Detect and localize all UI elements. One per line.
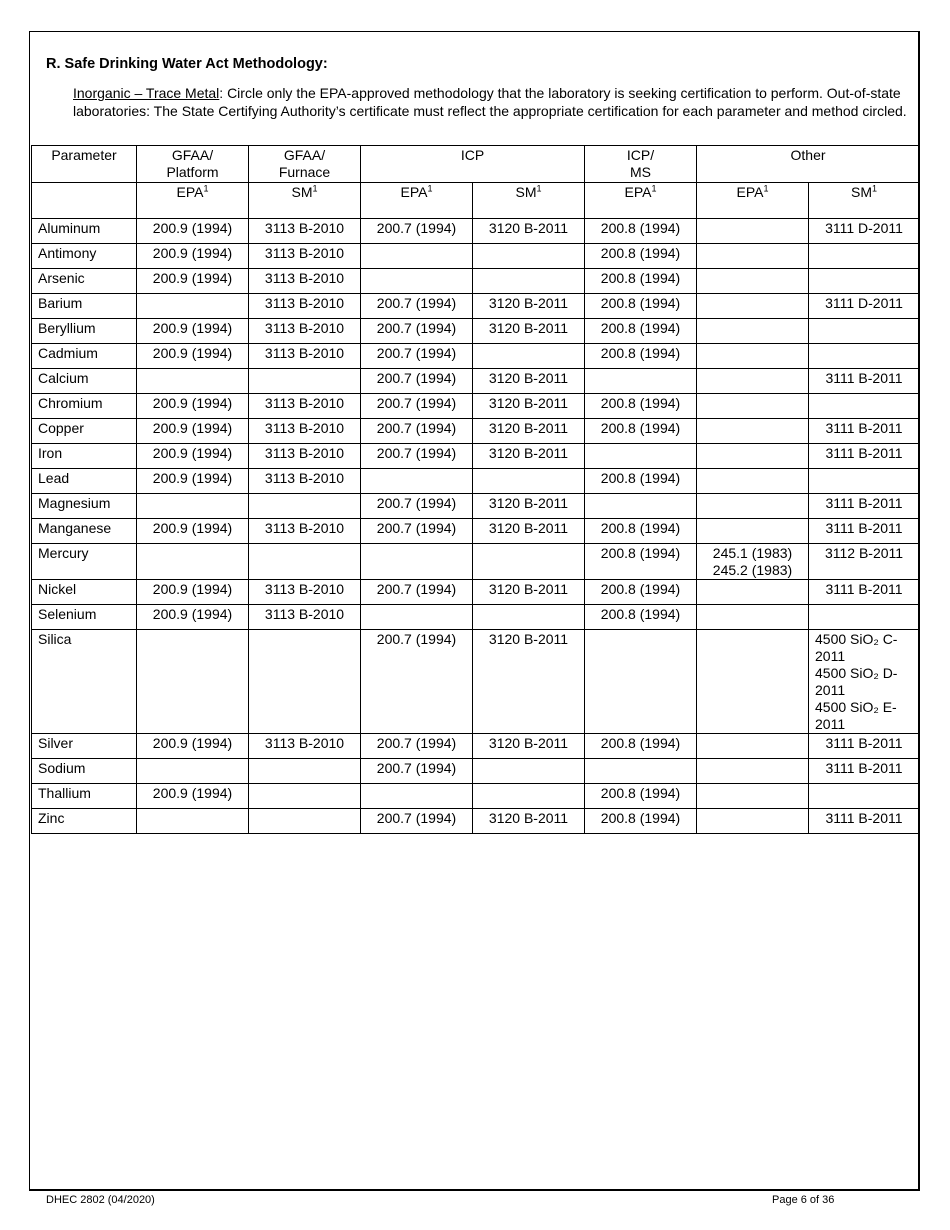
- icp-ms-epa-cell: [585, 494, 697, 519]
- gfaa-furnace-sm-cell: 3113 B-2010: [249, 294, 361, 319]
- other-epa-cell: [697, 244, 809, 269]
- icp-ms-epa-cell: [585, 630, 697, 734]
- gfaa-furnace-sm-cell: 3113 B-2010: [249, 519, 361, 544]
- gfaa-furnace-sm-cell: 3113 B-2010: [249, 394, 361, 419]
- parameter-cell: Aluminum: [32, 219, 137, 244]
- icp-epa-cell: [361, 784, 473, 809]
- gfaa-furnace-sm-cell: 3113 B-2010: [249, 419, 361, 444]
- subheader-epa: EPA$^1$: [697, 183, 809, 219]
- table-row: [32, 394, 920, 419]
- icp-sm-cell: 3120 B-2011: [473, 580, 585, 605]
- icp-sm-cell: [473, 784, 585, 809]
- gfaa-furnace-sm-cell: 3113 B-2010: [249, 319, 361, 344]
- gfaa-furnace-sm-cell: [249, 544, 361, 580]
- table-row: [32, 784, 920, 809]
- other-epa-cell: [697, 344, 809, 369]
- table-row: [32, 605, 920, 630]
- other-sm-cell: 3111 D-2011: [809, 294, 920, 319]
- other-sm-cell: 3111 B-2011: [809, 809, 920, 834]
- gfaa-platform-epa-cell: 200.9 (1994): [137, 244, 249, 269]
- gfaa-furnace-sm-cell: 3113 B-2010: [249, 219, 361, 244]
- gfaa-platform-epa-cell: 200.9 (1994): [137, 219, 249, 244]
- icp-ms-epa-cell: [585, 369, 697, 394]
- icp-ms-epa-cell: 200.8 (1994): [585, 544, 697, 580]
- gfaa-furnace-sm-cell: 3113 B-2010: [249, 244, 361, 269]
- gfaa-platform-epa-cell: 200.9 (1994): [137, 269, 249, 294]
- parameter-cell: Silver: [32, 734, 137, 759]
- icp-sm-cell: 3120 B-2011: [473, 294, 585, 319]
- other-epa-cell: [697, 444, 809, 469]
- instructions-text: : Circle only the EPA-approved methodology that the laboratory is seeking certification to perform. Out-of-state laboratories: The State Certifying Authority’s certificate must reflect the appropriate certification for each parameter and method circled.: [73, 85, 907, 119]
- other-sm-cell: [809, 244, 920, 269]
- table-row: [32, 419, 920, 444]
- table-row: [32, 469, 920, 494]
- gfaa-platform-epa-cell: 200.9 (1994): [137, 734, 249, 759]
- other-sm-cell: 3111 B-2011: [809, 759, 920, 784]
- icp-ms-epa-cell: 200.8 (1994): [585, 344, 697, 369]
- other-epa-cell: [697, 734, 809, 759]
- gfaa-furnace-sm-cell: [249, 759, 361, 784]
- other-epa-cell: [697, 784, 809, 809]
- table-row: [32, 219, 920, 244]
- other-sm-cell: 3111 B-2011: [809, 519, 920, 544]
- methods-table: [31, 145, 920, 834]
- other-epa-cell: [697, 319, 809, 344]
- other-epa-cell: 245.1 (1983) 245.2 (1983): [697, 544, 809, 580]
- icp-ms-epa-cell: 200.8 (1994): [585, 734, 697, 759]
- table-row: [32, 809, 920, 834]
- icp-sm-cell: 3120 B-2011: [473, 444, 585, 469]
- gfaa-platform-epa-cell: 200.9 (1994): [137, 319, 249, 344]
- other-sm-cell: [809, 394, 920, 419]
- other-sm-cell: 3111 B-2011: [809, 419, 920, 444]
- icp-ms-epa-cell: 200.8 (1994): [585, 580, 697, 605]
- icp-epa-cell: 200.7 (1994): [361, 344, 473, 369]
- icp-sm-cell: [473, 244, 585, 269]
- icp-ms-epa-cell: 200.8 (1994): [585, 269, 697, 294]
- other-sm-cell: 3111 B-2011: [809, 580, 920, 605]
- parameter-cell: Magnesium: [32, 494, 137, 519]
- icp-ms-epa-cell: 200.8 (1994): [585, 294, 697, 319]
- header-row-methods: [32, 183, 920, 219]
- icp-epa-cell: 200.7 (1994): [361, 294, 473, 319]
- table-row: [32, 369, 920, 394]
- gfaa-furnace-sm-cell: [249, 369, 361, 394]
- gfaa-platform-epa-cell: [137, 759, 249, 784]
- table-row: [32, 580, 920, 605]
- icp-ms-epa-cell: 200.8 (1994): [585, 605, 697, 630]
- subheader-epa: EPA$^1$: [585, 183, 697, 219]
- icp-sm-cell: 3120 B-2011: [473, 809, 585, 834]
- icp-sm-cell: 3120 B-2011: [473, 369, 585, 394]
- table-row: [32, 294, 920, 319]
- parameter-cell: Copper: [32, 419, 137, 444]
- gfaa-platform-epa-cell: 200.9 (1994): [137, 605, 249, 630]
- gfaa-platform-epa-cell: [137, 544, 249, 580]
- other-sm-cell: 3111 B-2011: [809, 369, 920, 394]
- header-other: Other: [697, 146, 920, 183]
- table-row: [32, 269, 920, 294]
- icp-epa-cell: 200.7 (1994): [361, 394, 473, 419]
- subheader-epa: EPA$^1$: [137, 183, 249, 219]
- parameter-cell: Lead: [32, 469, 137, 494]
- icp-ms-epa-cell: 200.8 (1994): [585, 244, 697, 269]
- parameter-cell: Iron: [32, 444, 137, 469]
- gfaa-furnace-sm-cell: 3113 B-2010: [249, 269, 361, 294]
- icp-sm-cell: 3120 B-2011: [473, 519, 585, 544]
- gfaa-platform-epa-cell: [137, 494, 249, 519]
- gfaa-furnace-sm-cell: [249, 494, 361, 519]
- parameter-cell: Sodium: [32, 759, 137, 784]
- other-epa-cell: [697, 394, 809, 419]
- icp-ms-epa-cell: 200.8 (1994): [585, 519, 697, 544]
- parameter-cell: Chromium: [32, 394, 137, 419]
- icp-sm-cell: [473, 544, 585, 580]
- other-sm-cell: 3111 D-2011: [809, 219, 920, 244]
- other-epa-cell: [697, 759, 809, 784]
- other-epa-cell: [697, 630, 809, 734]
- gfaa-platform-epa-cell: 200.9 (1994): [137, 519, 249, 544]
- icp-epa-cell: 200.7 (1994): [361, 580, 473, 605]
- table-row: [32, 734, 920, 759]
- gfaa-platform-epa-cell: 200.9 (1994): [137, 394, 249, 419]
- other-epa-cell: [697, 419, 809, 444]
- header-blank: [32, 183, 137, 219]
- parameter-cell: Zinc: [32, 809, 137, 834]
- gfaa-furnace-sm-cell: 3113 B-2010: [249, 469, 361, 494]
- gfaa-platform-epa-cell: 200.9 (1994): [137, 444, 249, 469]
- gfaa-furnace-sm-cell: 3113 B-2010: [249, 605, 361, 630]
- header-icp: ICP: [361, 146, 585, 183]
- icp-epa-cell: 200.7 (1994): [361, 369, 473, 394]
- parameter-cell: Antimony: [32, 244, 137, 269]
- gfaa-platform-epa-cell: [137, 630, 249, 734]
- parameter-cell: Manganese: [32, 519, 137, 544]
- icp-sm-cell: 3120 B-2011: [473, 319, 585, 344]
- gfaa-furnace-sm-cell: 3113 B-2010: [249, 344, 361, 369]
- other-sm-cell: 4500 SiO₂ C- 2011 4500 SiO₂ D- 2011 4500 SiO₂ E- 2011: [809, 630, 920, 734]
- table-row: [32, 544, 920, 580]
- gfaa-furnace-sm-cell: 3113 B-2010: [249, 580, 361, 605]
- header-gfaa-platform: GFAA/ Platform: [137, 146, 249, 183]
- icp-ms-epa-cell: 200.8 (1994): [585, 784, 697, 809]
- icp-sm-cell: 3120 B-2011: [473, 219, 585, 244]
- other-sm-cell: 3112 B-2011: [809, 544, 920, 580]
- page-number: Page 6 of 36: [772, 1194, 835, 1206]
- parameter-cell: Cadmium: [32, 344, 137, 369]
- other-epa-cell: [697, 809, 809, 834]
- parameter-cell: Beryllium: [32, 319, 137, 344]
- instructions: [73, 84, 909, 120]
- gfaa-furnace-sm-cell: [249, 809, 361, 834]
- icp-ms-epa-cell: 200.8 (1994): [585, 394, 697, 419]
- icp-epa-cell: [361, 544, 473, 580]
- icp-sm-cell: [473, 269, 585, 294]
- other-sm-cell: [809, 319, 920, 344]
- other-sm-cell: 3111 B-2011: [809, 734, 920, 759]
- icp-sm-cell: [473, 469, 585, 494]
- gfaa-platform-epa-cell: 200.9 (1994): [137, 469, 249, 494]
- other-epa-cell: [697, 494, 809, 519]
- icp-ms-epa-cell: 200.8 (1994): [585, 219, 697, 244]
- table-row: [32, 630, 920, 734]
- icp-epa-cell: 200.7 (1994): [361, 494, 473, 519]
- other-epa-cell: [697, 269, 809, 294]
- icp-sm-cell: 3120 B-2011: [473, 394, 585, 419]
- section-title: R. Safe Drinking Water Act Methodology:: [46, 56, 328, 72]
- gfaa-platform-epa-cell: 200.9 (1994): [137, 580, 249, 605]
- other-epa-cell: [697, 369, 809, 394]
- subheader-sm: $SM^1$: [473, 183, 585, 219]
- table-row: [32, 519, 920, 544]
- gfaa-furnace-sm-cell: 3113 B-2010: [249, 444, 361, 469]
- table-row: [32, 319, 920, 344]
- icp-ms-epa-cell: [585, 444, 697, 469]
- icp-ms-epa-cell: 200.8 (1994): [585, 319, 697, 344]
- subheader-sm: $SM^1$: [249, 183, 361, 219]
- icp-ms-epa-cell: 200.8 (1994): [585, 419, 697, 444]
- icp-sm-cell: 3120 B-2011: [473, 630, 585, 734]
- gfaa-platform-epa-cell: [137, 294, 249, 319]
- icp-ms-epa-cell: [585, 759, 697, 784]
- icp-epa-cell: [361, 605, 473, 630]
- gfaa-platform-epa-cell: 200.9 (1994): [137, 419, 249, 444]
- table-row: [32, 759, 920, 784]
- other-epa-cell: [697, 469, 809, 494]
- parameter-cell: Nickel: [32, 580, 137, 605]
- icp-epa-cell: 200.7 (1994): [361, 734, 473, 759]
- category-label: Inorganic – Trace Metal: [73, 85, 220, 101]
- other-sm-cell: [809, 269, 920, 294]
- subheader-sm: $SM^1$: [809, 183, 920, 219]
- table-row: [32, 344, 920, 369]
- gfaa-platform-epa-cell: [137, 809, 249, 834]
- other-sm-cell: [809, 469, 920, 494]
- icp-ms-epa-cell: 200.8 (1994): [585, 469, 697, 494]
- header-gfaa-furnace: GFAA/ Furnace: [249, 146, 361, 183]
- icp-epa-cell: 200.7 (1994): [361, 809, 473, 834]
- other-sm-cell: [809, 344, 920, 369]
- icp-epa-cell: [361, 269, 473, 294]
- parameter-cell: Arsenic: [32, 269, 137, 294]
- table-row: [32, 494, 920, 519]
- icp-sm-cell: [473, 759, 585, 784]
- table-row: [32, 244, 920, 269]
- icp-sm-cell: 3120 B-2011: [473, 494, 585, 519]
- parameter-cell: Mercury: [32, 544, 137, 580]
- other-sm-cell: 3111 B-2011: [809, 494, 920, 519]
- icp-epa-cell: 200.7 (1994): [361, 319, 473, 344]
- form-id: DHEC 2802 (04/2020): [46, 1194, 155, 1206]
- icp-sm-cell: 3120 B-2011: [473, 734, 585, 759]
- table-row: [32, 444, 920, 469]
- icp-epa-cell: 200.7 (1994): [361, 219, 473, 244]
- header-icp-ms: ICP/ MS: [585, 146, 697, 183]
- parameter-cell: Silica: [32, 630, 137, 734]
- parameter-cell: Selenium: [32, 605, 137, 630]
- other-epa-cell: [697, 294, 809, 319]
- icp-epa-cell: [361, 469, 473, 494]
- icp-sm-cell: 3120 B-2011: [473, 419, 585, 444]
- parameter-cell: Thallium: [32, 784, 137, 809]
- other-sm-cell: [809, 605, 920, 630]
- icp-ms-epa-cell: 200.8 (1994): [585, 809, 697, 834]
- gfaa-platform-epa-cell: 200.9 (1994): [137, 784, 249, 809]
- other-epa-cell: [697, 519, 809, 544]
- icp-epa-cell: 200.7 (1994): [361, 759, 473, 784]
- icp-epa-cell: 200.7 (1994): [361, 444, 473, 469]
- icp-epa-cell: 200.7 (1994): [361, 419, 473, 444]
- subheader-epa: EPA$^1$: [361, 183, 473, 219]
- header-row-groups: [32, 146, 920, 183]
- parameter-cell: Calcium: [32, 369, 137, 394]
- parameter-cell: Barium: [32, 294, 137, 319]
- gfaa-furnace-sm-cell: [249, 784, 361, 809]
- icp-sm-cell: [473, 605, 585, 630]
- icp-epa-cell: [361, 244, 473, 269]
- icp-epa-cell: 200.7 (1994): [361, 519, 473, 544]
- other-epa-cell: [697, 219, 809, 244]
- other-epa-cell: [697, 580, 809, 605]
- gfaa-furnace-sm-cell: 3113 B-2010: [249, 734, 361, 759]
- other-epa-cell: [697, 605, 809, 630]
- header-parameter: Parameter: [32, 146, 137, 183]
- icp-sm-cell: [473, 344, 585, 369]
- gfaa-platform-epa-cell: 200.9 (1994): [137, 344, 249, 369]
- gfaa-furnace-sm-cell: [249, 630, 361, 734]
- gfaa-platform-epa-cell: [137, 369, 249, 394]
- other-sm-cell: 3111 B-2011: [809, 444, 920, 469]
- icp-epa-cell: 200.7 (1994): [361, 630, 473, 734]
- other-sm-cell: [809, 784, 920, 809]
